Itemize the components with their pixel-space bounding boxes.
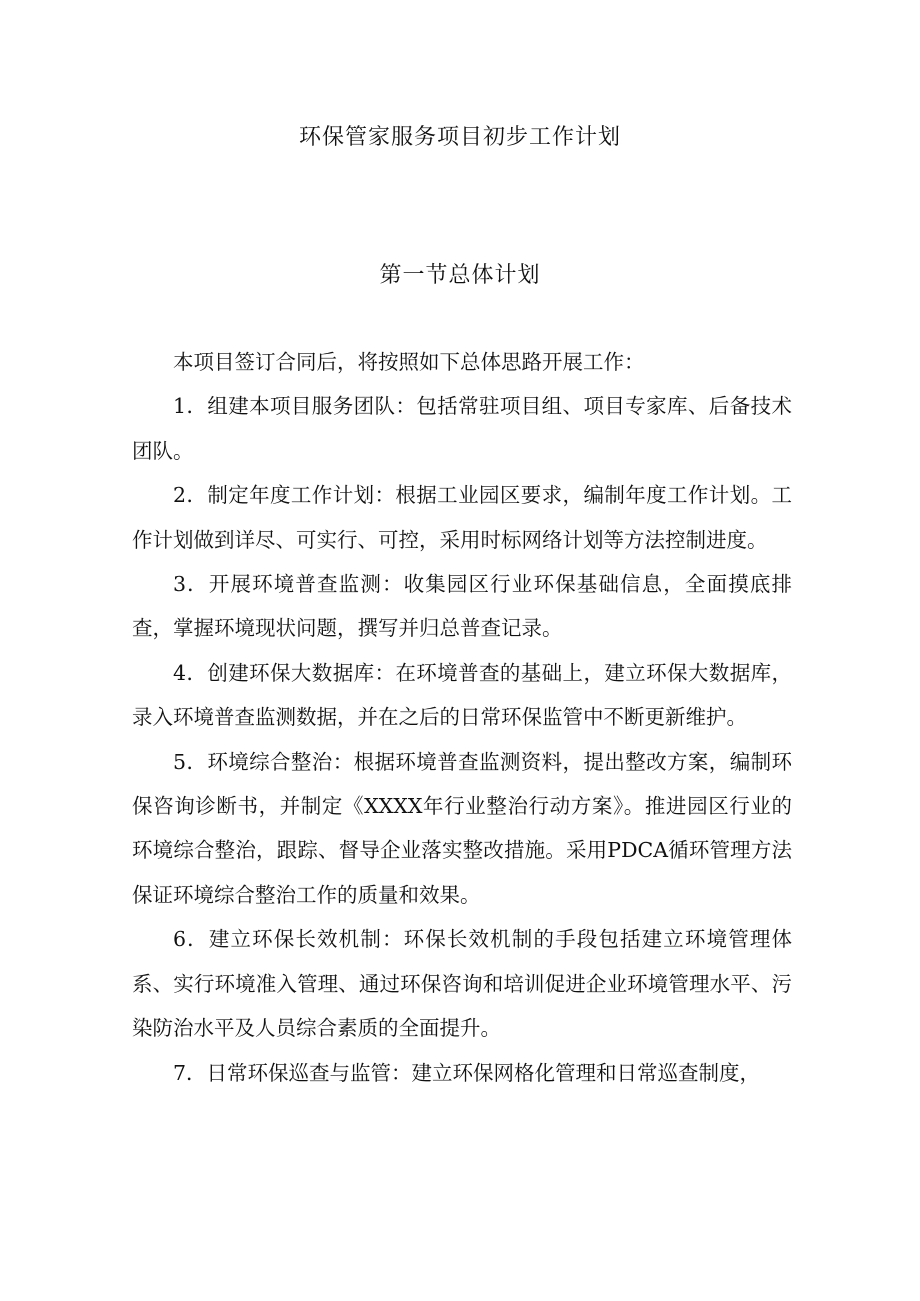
paragraph-item-5: 5．环境综合整治：根据环境普查监测资料，提出整改方案，编制环保咨询诊断书，并制定《XXXX年行业整治行动方案》。推进园区行业的环境综合整治，跟踪、督导企业落实整改措施。采用PDCA循环管理方法保证环境综合整治工作的质量和效果。 (132, 749, 792, 907)
paragraph-item-3: 3．开展环境普查监测：收集园区行业环保基础信息，全面摸底排查，掌握环境现状问题，撰写并归总普查记录。 (132, 572, 792, 641)
paragraph-item-1: 1．组建本项目服务团队：包括常驻项目组、项目专家库、后备技术团队。 (132, 394, 792, 463)
document-body (132, 340, 792, 1095)
paragraph-intro: 本项目签订合同后，将按照如下总体思路开展工作： (173, 350, 645, 374)
paragraph-item-4: 4．创建环保大数据库：在环境普查的基础上，建立环保大数据库，录入环境普查监测数据，并在之后的日常环保监管中不断更新维护。 (132, 660, 792, 730)
document-title: 环保管家服务项目初步工作计划 (298, 125, 621, 150)
paragraph-item-2: 2．制定年度工作计划：根据工业园区要求，编制年度工作计划。工作计划做到详尽、可实行、可控，采用时标网络计划等方法控制进度。 (132, 483, 792, 552)
section-title: 第一节总体计划 (379, 263, 541, 288)
paragraph-item-7: 7．日常环保巡查与监管：建立环保网格化管理和日常巡查制度， (173, 1060, 761, 1085)
paragraph-item-6: 6．建立环保长效机制：环保长效机制的手段包括建立环境管理体系、实行环境准入管理、通过环保咨询和培训促进企业环境管理水平、污染防治水平及人员综合素质的全面提升。 (132, 927, 792, 1041)
